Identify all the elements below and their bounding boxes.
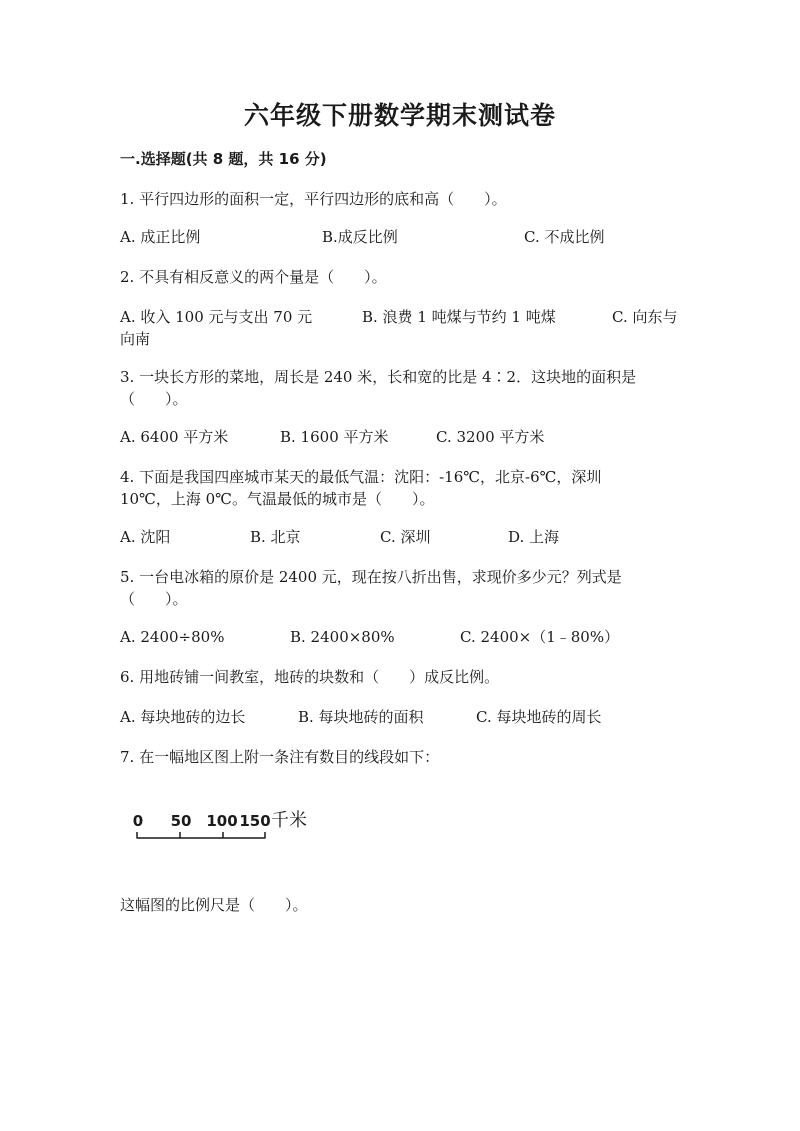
question-2-stem: 2. 不具有相反意义的两个量是（ ）。 (120, 268, 387, 286)
section-heading: 一.选择题(共 8 题，共 16 分) (120, 150, 327, 168)
question-6-option-a[interactable]: A. 每块地砖的边长 (120, 708, 246, 726)
question-4-option-a[interactable]: A. 沈阳 (120, 528, 171, 546)
question-6-stem: 6. 用地砖铺一间教室，地砖的块数和（ ）成反比例。 (120, 668, 500, 686)
question-5-stem-line-2: （ ）。 (120, 590, 188, 608)
scale-tick-label-100: 100 (206, 812, 238, 830)
question-2-option-c-continued: 向南 (120, 330, 151, 348)
question-2-option-a[interactable]: A. 收入 100 元与支出 70 元 (120, 308, 313, 326)
question-1-option-c[interactable]: C. 不成比例 (524, 228, 605, 246)
question-5-option-a[interactable]: A. 2400÷80% (120, 628, 225, 646)
question-5-option-c[interactable]: C. 2400×（1﹣80%） (460, 628, 620, 646)
scale-unit-label: 千米 (271, 810, 307, 831)
scale-tick-label-150: 150 (239, 812, 271, 830)
scale-bar-figure (128, 800, 328, 850)
question-3-option-a[interactable]: A. 6400 平方米 (120, 428, 229, 446)
question-4-option-b[interactable]: B. 北京 (250, 528, 301, 546)
question-7-stem: 7. 在一幅地区图上附一条注有数目的线段如下： (120, 748, 440, 766)
question-4-option-c[interactable]: C. 深圳 (380, 528, 431, 546)
question-4-stem-line-1: 4. 下面是我国四座城市某天的最低气温：沈阳：-16℃，北京-6℃，深圳 (120, 468, 602, 486)
question-2-option-b[interactable]: B. 浪费 1 吨煤与节约 1 吨煤 (362, 308, 556, 326)
question-6-option-c[interactable]: C. 每块地砖的周长 (476, 708, 602, 726)
question-1-stem: 1. 平行四边形的面积一定，平行四边形的底和高（ ）。 (120, 190, 507, 208)
scale-tick-label-0: 0 (132, 812, 144, 830)
question-3-option-c[interactable]: C. 3200 平方米 (436, 428, 545, 446)
scale-tick-label-50: 50 (170, 812, 192, 830)
question-5-stem-line-1: 5. 一台电冰箱的原价是 2400 元，现在按八折出售，求现价多少元？列式是 (120, 568, 622, 586)
question-6-option-b[interactable]: B. 每块地砖的面积 (298, 708, 424, 726)
question-3-stem-line-2: （ ）。 (120, 390, 188, 408)
question-4-stem-line-2: 10℃，上海 0℃。气温最低的城市是（ ）。 (120, 490, 435, 508)
question-5-option-b[interactable]: B. 2400×80% (290, 628, 395, 646)
question-7-question: 这幅图的比例尺是（ ）。 (120, 896, 308, 914)
question-3-stem-line-1: 3. 一块长方形的菜地，周长是 240 米，长和宽的比是 4∶2．这块地的面积是 (120, 368, 637, 386)
question-2-option-c[interactable]: C. 向东与 (612, 308, 678, 326)
question-1-option-b[interactable]: B.成反比例 (322, 228, 398, 246)
page-title: 六年级下册数学期末测试卷 (243, 101, 556, 130)
question-1-option-a[interactable]: A. 成正比例 (120, 228, 201, 246)
question-3-option-b[interactable]: B. 1600 平方米 (280, 428, 389, 446)
question-4-option-d[interactable]: D. 上海 (508, 528, 560, 546)
